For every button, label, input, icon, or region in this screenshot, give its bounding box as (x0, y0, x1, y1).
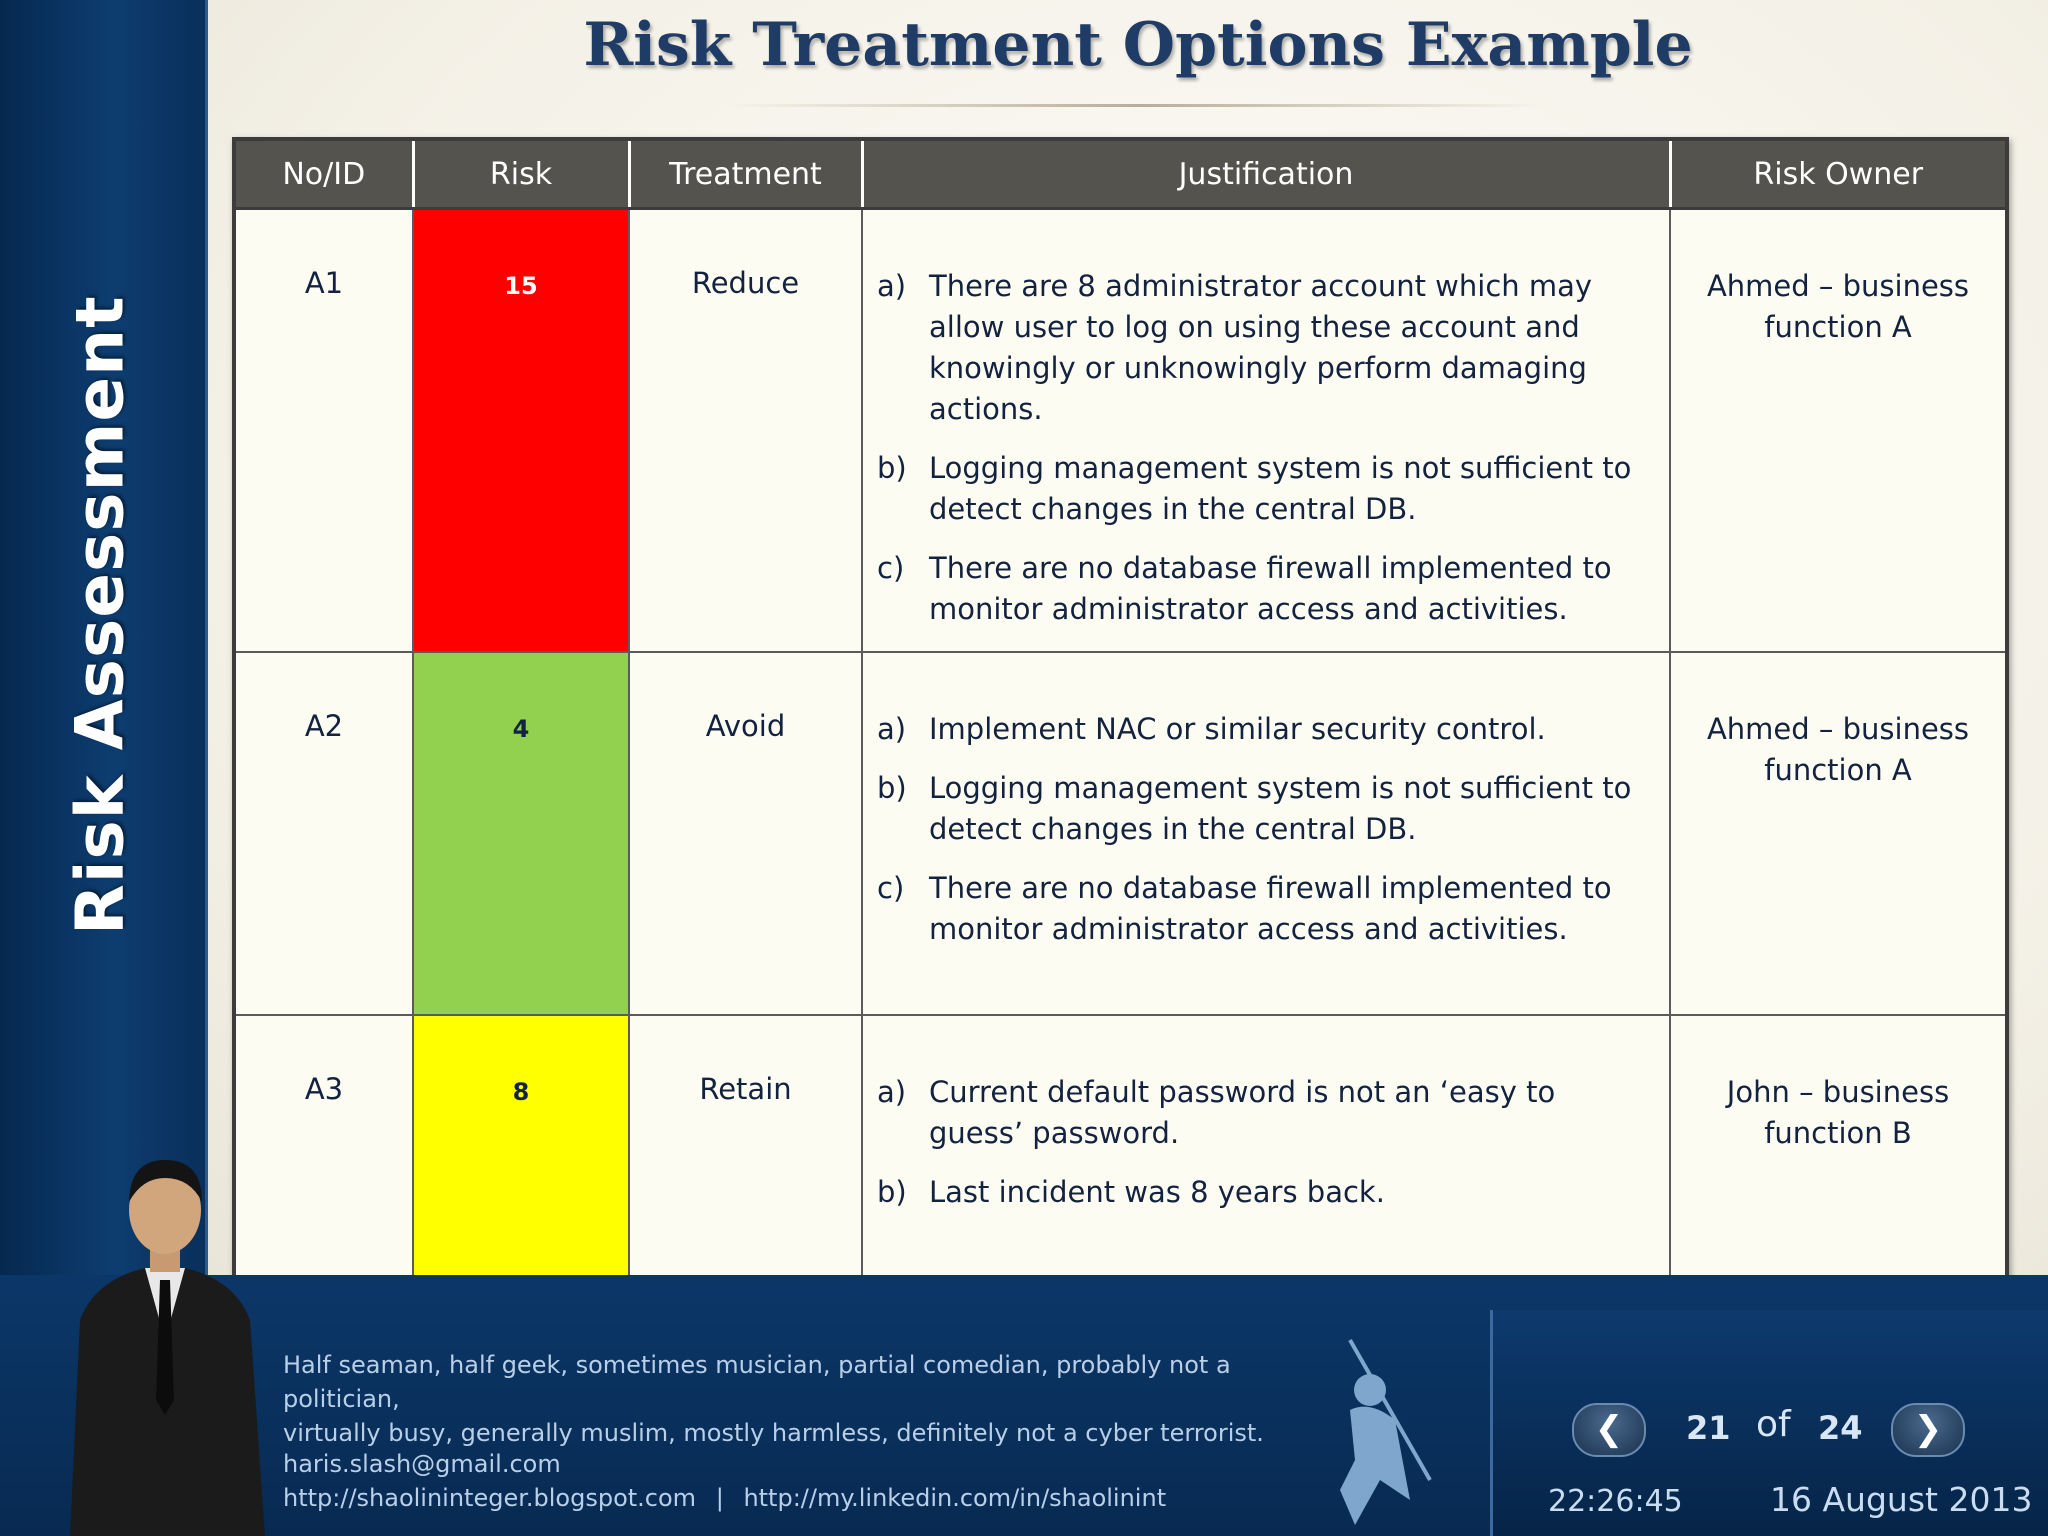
bio-line: virtually busy, generally muslim, mostly harmless, definitely not a cyber terrorist. (283, 1419, 1264, 1447)
blog-link[interactable]: http://shaolininteger.blogspot.com (283, 1484, 697, 1512)
current-date: 16 August 2013 (1770, 1480, 2033, 1519)
page-of-label: of (1756, 1404, 1791, 1445)
justification-item (877, 548, 1649, 630)
justification-item (877, 1172, 1649, 1213)
list-marker: a) (877, 1075, 907, 1109)
list-marker: a) (877, 269, 907, 303)
justification-text: There are no database firewall implemented to monitor administrator access and activities. (929, 551, 1612, 626)
total-pages-number: 24 (1818, 1409, 1863, 1447)
justification-text: Implement NAC or similar security control. (929, 712, 1546, 746)
list-marker: c) (877, 871, 905, 905)
justification-cell (862, 209, 1670, 653)
list-marker: b) (877, 1175, 907, 1209)
list-marker: a) (877, 712, 907, 746)
justification-cell (862, 652, 1670, 1015)
header-no-id: No/ID (234, 139, 413, 209)
presenter-avatar (50, 1140, 280, 1536)
table-header-row (234, 139, 2007, 209)
title-divider (728, 104, 1548, 107)
justification-item (877, 768, 1649, 850)
justification-item (877, 868, 1649, 950)
justification-text: Logging management system is not sufficient to detect changes in the central DB. (929, 451, 1632, 526)
justification-list (877, 1072, 1649, 1213)
justification-cell (862, 1015, 1670, 1303)
row-id: A1 (234, 209, 413, 653)
row-id: A3 (234, 1015, 413, 1303)
risk-score-cell: 4 (413, 652, 629, 1015)
treatment-cell: Avoid (629, 652, 862, 1015)
treatment-cell: Retain (629, 1015, 862, 1303)
justification-text: There are no database firewall implemented to monitor administrator access and activities. (929, 871, 1612, 946)
list-marker: b) (877, 451, 907, 485)
justification-list (877, 709, 1649, 950)
linkedin-link[interactable]: http://my.linkedin.com/in/shaolinint (743, 1484, 1167, 1512)
table-row (234, 209, 2007, 653)
table-row (234, 1015, 2007, 1303)
justification-text: Logging management system is not sufficient to detect changes in the central DB. (929, 771, 1632, 846)
justification-item (877, 709, 1649, 750)
justification-list (877, 266, 1649, 630)
treatment-cell: Reduce (629, 209, 862, 653)
table-row (234, 652, 2007, 1015)
ninja-logo-icon (1300, 1330, 1450, 1530)
prev-slide-button[interactable] (1572, 1403, 1646, 1457)
chevron-left-icon: ❮ (1594, 1409, 1624, 1449)
risk-owner-cell: John – business function B (1670, 1015, 2007, 1303)
header-risk-owner: Risk Owner (1670, 139, 2007, 209)
page-title: Risk Treatment Options Example (583, 10, 1693, 80)
risk-score-cell: 15 (413, 209, 629, 653)
justification-item (877, 448, 1649, 530)
chevron-right-icon: ❯ (1913, 1409, 1943, 1449)
risk-owner-cell: Ahmed – business function A (1670, 652, 2007, 1015)
next-slide-button[interactable] (1891, 1403, 1965, 1457)
risk-owner-cell: Ahmed – business function A (1670, 209, 2007, 653)
header-justification: Justification (862, 139, 1670, 209)
current-page-number: 21 (1686, 1409, 1731, 1447)
list-marker: c) (877, 551, 905, 585)
justification-text: Last incident was 8 years back. (929, 1175, 1385, 1209)
justification-text: Current default password is not an ‘easy to guess’ password. (929, 1075, 1556, 1150)
justification-item (877, 1072, 1649, 1154)
header-treatment: Treatment (629, 139, 862, 209)
link-separator: | (715, 1484, 724, 1512)
clock-time: 22:26:45 (1548, 1484, 1683, 1519)
risk-treatment-table (232, 137, 2009, 1305)
footer-links (283, 1484, 1166, 1512)
row-id: A2 (234, 652, 413, 1015)
risk-score-cell: 8 (413, 1015, 629, 1303)
author-bio (283, 1348, 1283, 1450)
ninja-head (1354, 1374, 1386, 1406)
email-link[interactable]: haris.slash@gmail.com (283, 1450, 561, 1478)
sidebar-title: Risk Assessment (61, 295, 139, 935)
justification-item (877, 266, 1649, 430)
header-risk: Risk (413, 139, 629, 209)
bio-line: Half seaman, half geek, sometimes musician, partial comedian, probably not a politician, (283, 1351, 1231, 1413)
justification-text: There are 8 administrator account which may allow user to log on using these account and knowingly or unknowingly perform damaging actions. (929, 269, 1593, 426)
list-marker: b) (877, 771, 907, 805)
